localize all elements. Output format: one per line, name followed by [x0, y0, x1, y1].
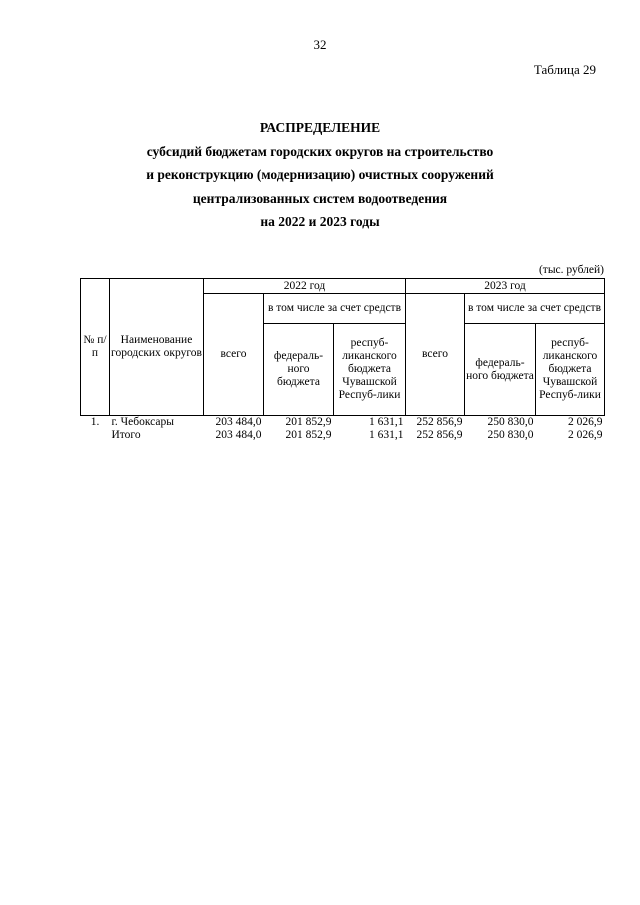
- cell-fed-2022: 201 852,9: [285, 428, 332, 441]
- header-year-2022: 2022 год: [204, 279, 406, 294]
- title-line-5: на 2022 и 2023 годы: [260, 214, 380, 229]
- header-incl-2023: в том числе за счет средств: [465, 294, 605, 324]
- cell-rep-2022: 1 631,1: [369, 428, 404, 441]
- table-label: Таблица 29: [533, 62, 596, 77]
- header-year-2023: 2023 год: [406, 279, 605, 294]
- title-line-1: РАСПРЕДЕЛЕНИЕ: [259, 120, 381, 135]
- header-republic-2022: респуб-ликанского бюджета Чувашской Респуб-лики: [334, 324, 406, 416]
- header-federal-2023: федераль-ного бюджета: [465, 324, 536, 416]
- header-name: Наименование городских округов: [110, 279, 204, 416]
- cell-rep-2023: 2 026,9: [568, 428, 603, 441]
- cell-rep-2023: 2 026,9: [568, 416, 603, 428]
- header-incl-2022: в том числе за счет средств: [264, 294, 406, 324]
- header-total-2022: всего: [204, 294, 264, 416]
- row-num: 1.: [90, 416, 100, 428]
- cell-fed-2023: 250 830,0: [487, 416, 534, 428]
- table-row: [81, 416, 605, 429]
- title-line-3: и реконструкцию (модернизацию) очистных сооружений: [146, 167, 494, 182]
- title-line-4: централизованных систем водоотведения: [192, 190, 448, 206]
- title-line-2: субсидий бюджетам городских округов на строительство: [146, 143, 494, 159]
- distribution-table: [80, 278, 605, 441]
- cell-fed-2023: 250 830,0: [487, 428, 534, 441]
- cell-total-2023: 252 856,9: [416, 428, 463, 441]
- header-num: № п/п: [81, 279, 110, 416]
- cell-fed-2022: 201 852,9: [285, 416, 332, 428]
- page-number: 32: [313, 37, 327, 52]
- row-num: [81, 429, 110, 442]
- header-federal-2022: федераль-ного бюджета: [264, 324, 334, 416]
- row-name: Итого: [111, 428, 141, 441]
- cell-rep-2022: 1 631,1: [369, 416, 404, 428]
- header-total-2023: всего: [406, 294, 465, 416]
- cell-total-2023: 252 856,9: [416, 416, 463, 428]
- cell-total-2022: 203 484,0: [215, 428, 262, 441]
- document-title: [0, 116, 640, 234]
- units-label: (тыс. рублей): [538, 264, 604, 276]
- table-row-total: [81, 429, 605, 442]
- header-republic-2023: респуб-ликанского бюджета Чувашской Респуб-лики: [536, 324, 605, 416]
- row-name: г. Чебоксары: [111, 416, 174, 428]
- cell-total-2022: 203 484,0: [215, 416, 262, 428]
